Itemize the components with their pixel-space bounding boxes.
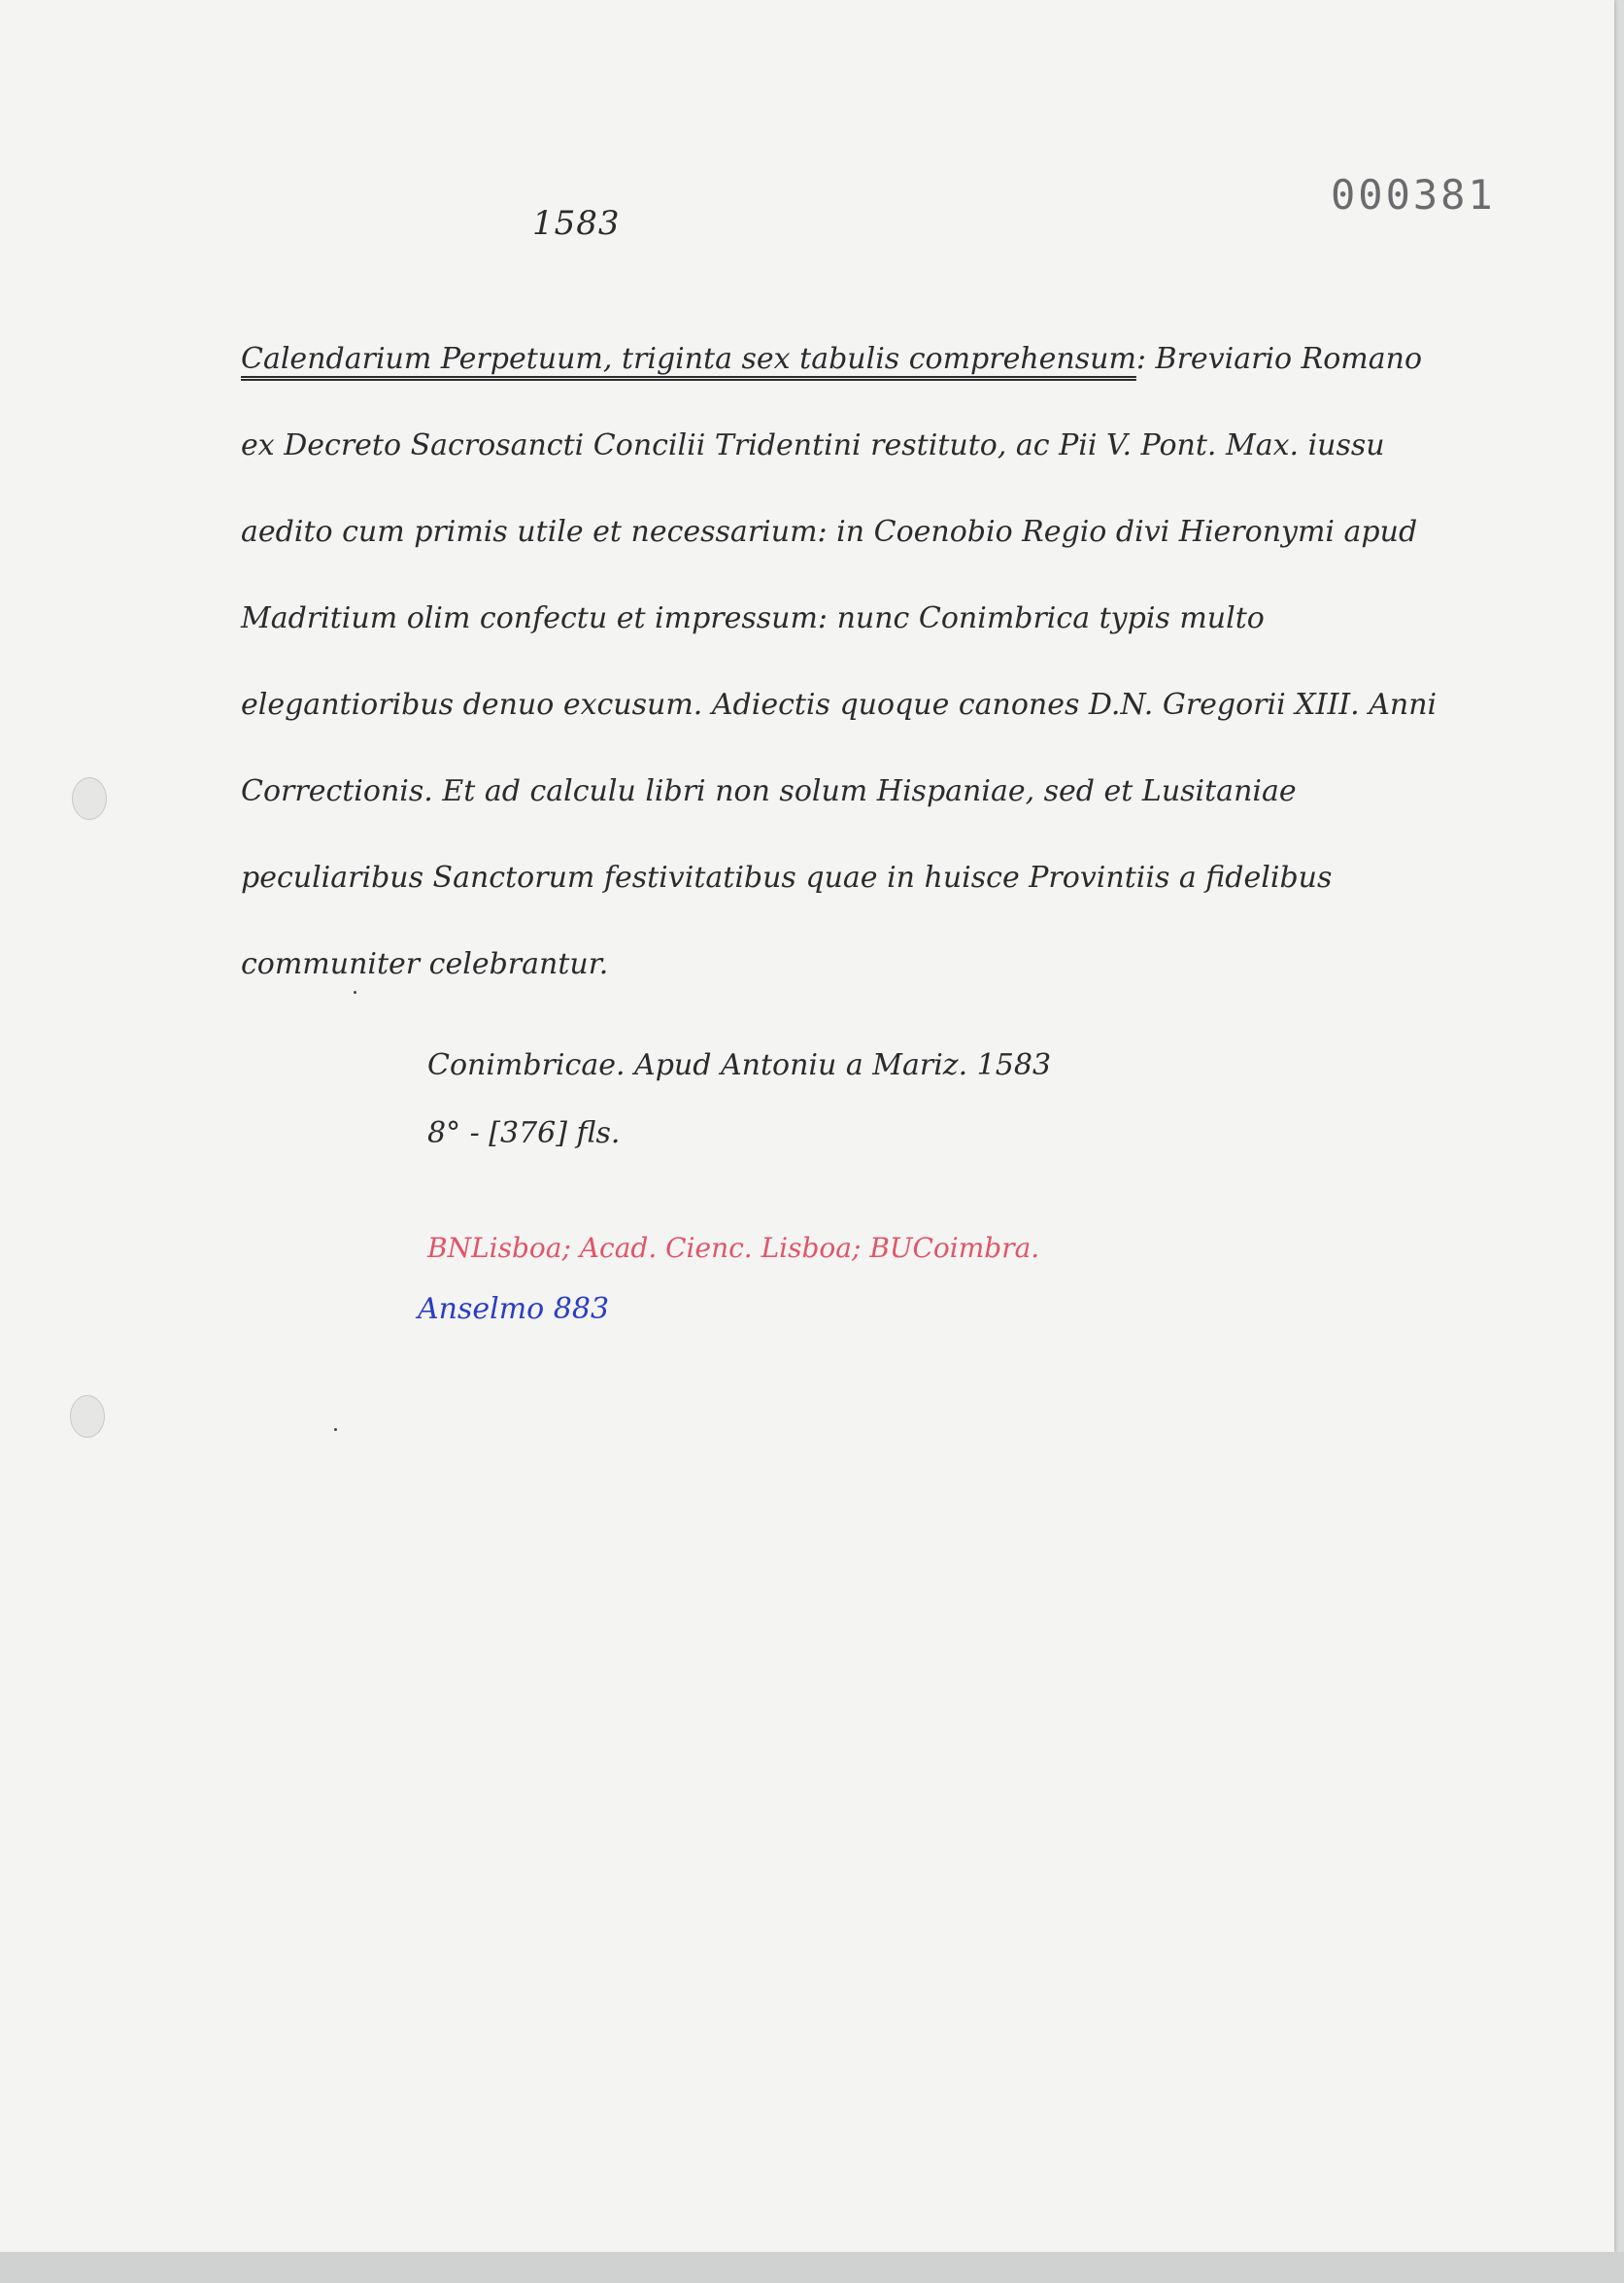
imprint-block xyxy=(427,1032,1051,1168)
holding-libraries: BNLisboa; Acad. Cienc. Lisboa; BUCoimbra. xyxy=(427,1232,1040,1264)
ink-speck xyxy=(334,1428,337,1431)
entry-title: Calendarium Perpetuum, triginta sex tabulis comprehensum xyxy=(241,342,1136,376)
punch-hole xyxy=(70,1395,105,1438)
punch-hole xyxy=(72,777,107,820)
imprint-format: 8° - [376] fls. xyxy=(427,1116,621,1150)
entry-description: : Breviario Romano ex Decreto Sacrosancti Concilii Tridentini restituto, ac Pii V. Pont. Max. iussu aedito cum primis utile et necessarium: in Coenobio Regio divi Hieronymi apud Madritium olim confectu et impressum: nunc Conimbrica typis multo elegantioribus denuo excusum. Adiectis quoque canones D.N. Gregorii XIII. Anni Correctionis. Et ad calculu libri non solum Hispaniae, sed et Lusitaniae peculiaribus Sanctorum festivitatibus quae in huisce Provintiis a fidelibus communiter celebrantur. xyxy=(241,342,1438,981)
bibliographic-reference: Anselmo 883 xyxy=(418,1292,610,1326)
bibliographic-entry xyxy=(241,316,1455,1007)
scan-background xyxy=(0,2252,1624,2283)
archive-number-stamp: 000381 xyxy=(1331,171,1496,219)
imprint-place-printer: Conimbricae. Apud Antoniu a Mariz. 1583 xyxy=(427,1048,1052,1082)
year-heading: 1583 xyxy=(532,204,621,243)
